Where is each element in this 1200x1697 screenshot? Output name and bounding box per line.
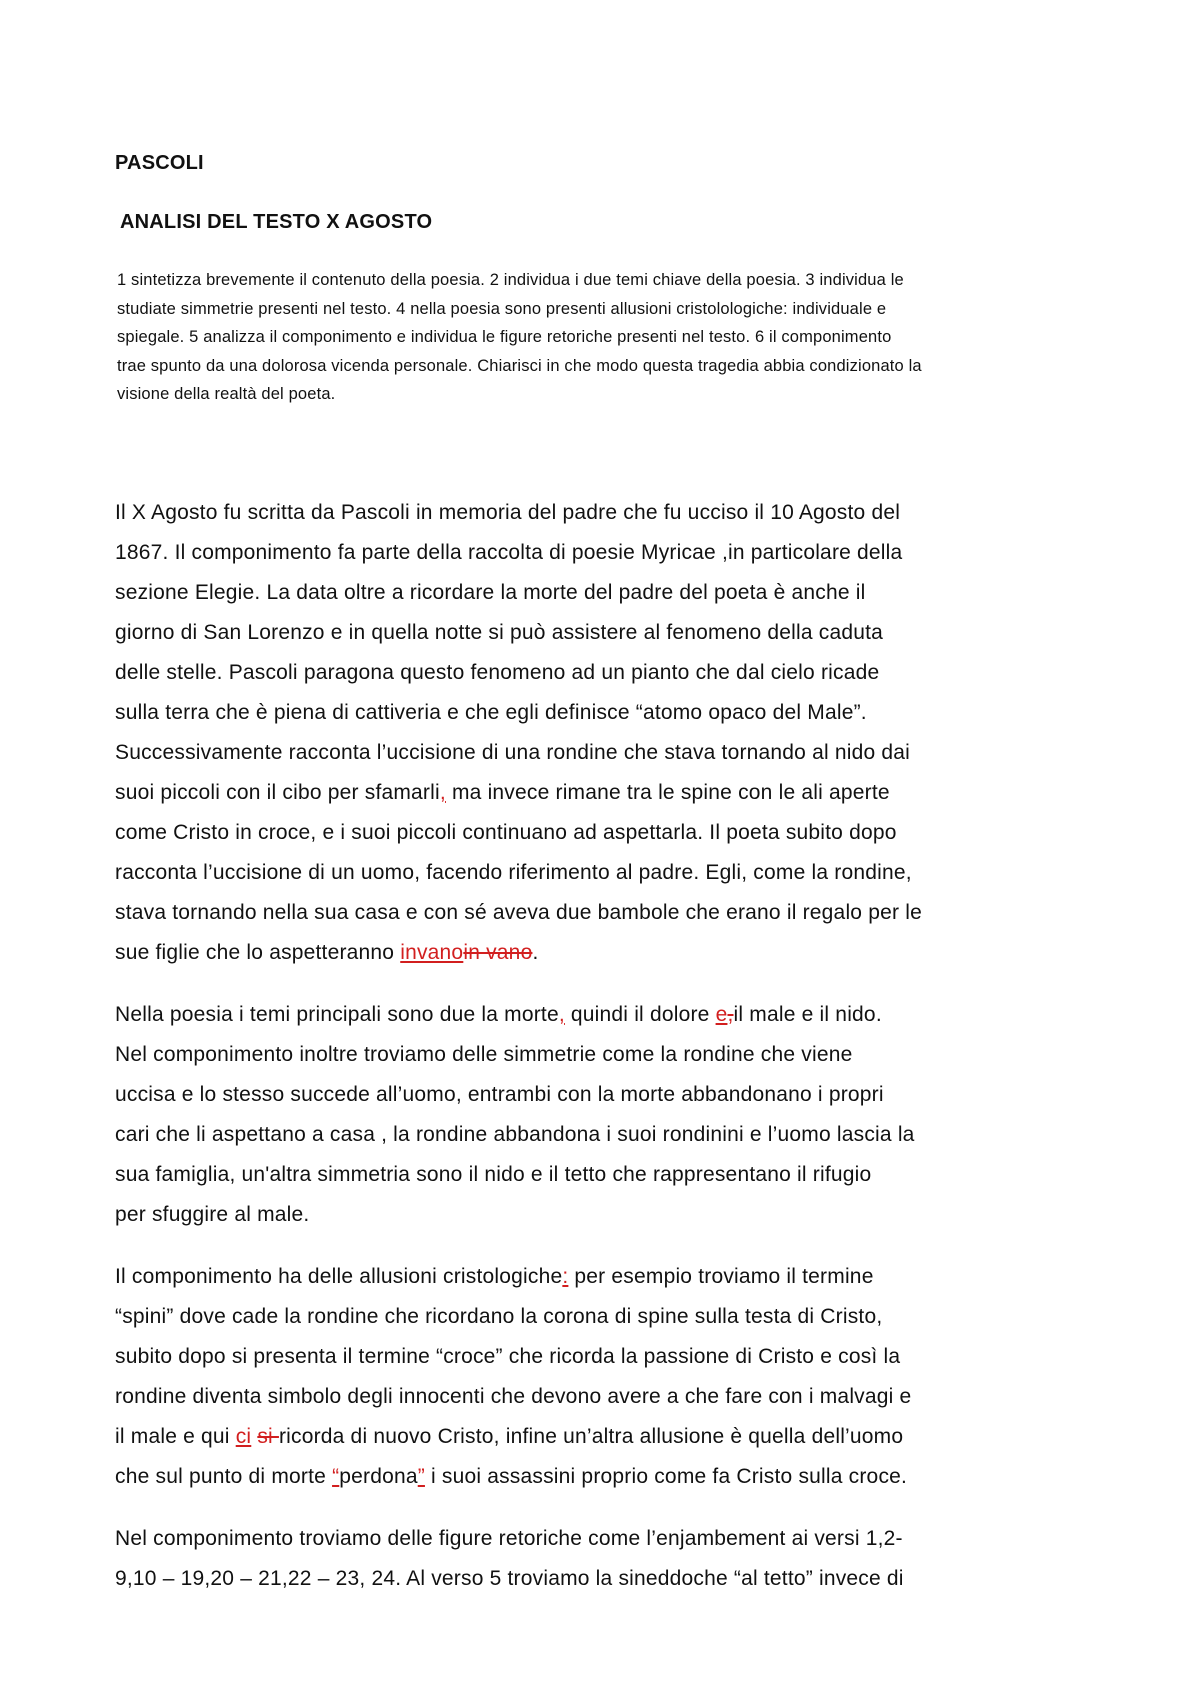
paragraph-4 xyxy=(115,1519,1100,1599)
inserted-revision: ci xyxy=(235,1425,252,1448)
paragraph-3 xyxy=(115,1257,1100,1497)
text-line: Nel componimento inoltre troviamo delle simmetrie come la rondine che viene xyxy=(115,1043,853,1066)
text-line: racconta l’uccisione di un uomo, facendo riferimento al padre. Egli, come la rondine, xyxy=(115,861,912,884)
inserted-revision: invano xyxy=(400,941,464,964)
text-segment: il male e il nido. xyxy=(733,1003,882,1026)
text-line: cari che li aspettano a casa , la rondine abbandona i suoi rondinini e l’uomo lascia la xyxy=(115,1123,915,1146)
text-line xyxy=(115,773,1100,813)
question-line: visione della realtà del poeta. xyxy=(117,385,336,404)
document-title: PASCOLI xyxy=(115,152,204,174)
text-line: Il X Agosto fu scritta da Pascoli in memoria del padre che fu ucciso il 10 Agosto del xyxy=(115,501,901,524)
paragraph-1 xyxy=(115,493,1100,973)
text-segment: che sul punto di morte xyxy=(115,1465,333,1488)
text-line: giorno di San Lorenzo e in quella notte si può assistere al fenomeno della caduta xyxy=(115,621,884,644)
text-line: Nel componimento troviamo delle figure retoriche come l’enjambement ai versi 1,2- xyxy=(115,1527,903,1550)
text-line xyxy=(115,1257,1100,1297)
text-line xyxy=(115,1417,1100,1457)
inserted-revision: , xyxy=(558,1003,565,1026)
text-line xyxy=(115,933,1100,973)
text-line: stava tornando nella sua casa e con sé aveva due bambole che erano il regalo per le xyxy=(115,901,922,924)
text-line: sezione Elegie. La data oltre a ricordare la morte del padre del poeta è anche il xyxy=(115,581,866,604)
questions-block xyxy=(117,266,1102,409)
text-line: come Cristo in croce, e i suoi piccoli continuano ad aspettarla. Il poeta subito dopo xyxy=(115,821,897,844)
text-line: subito dopo si presenta il termine “croce” che ricorda la passione di Cristo e così la xyxy=(115,1345,901,1368)
text-segment: Nella poesia i temi principali sono due la morte xyxy=(115,1003,559,1026)
text-segment: il male e qui xyxy=(115,1425,236,1448)
paragraph-2 xyxy=(115,995,1100,1235)
text-line: sua famiglia, un'altra simmetria sono il nido e il tetto che rappresentano il rifugio xyxy=(115,1163,872,1186)
document-subtitle: ANALISI DEL TESTO X AGOSTO xyxy=(120,211,433,233)
inserted-revision: : xyxy=(562,1265,569,1288)
inserted-revision: “ xyxy=(332,1465,340,1488)
text-line: uccisa e lo stesso succede all’uomo, entrambi con la morte abbandonano i propri xyxy=(115,1083,884,1106)
text-segment: suoi piccoli con il cibo per sfamarli xyxy=(115,781,440,804)
text-segment: quindi il dolore xyxy=(564,1003,716,1026)
text-line xyxy=(115,1457,1100,1497)
text-line: 9,10 – 19,20 – 21,22 – 23, 24. Al verso 5 troviamo la sineddoche “al tetto” invece di xyxy=(115,1567,904,1590)
deleted-revision: , xyxy=(727,1003,734,1026)
text-line: rondine diventa simbolo degli innocenti che devono avere a che fare con i malvagi e xyxy=(115,1385,912,1408)
text-line: Successivamente racconta l’uccisione di una rondine che stava tornando al nido dai xyxy=(115,741,911,764)
text-line: 1867. Il componimento fa parte della raccolta di poesie Myricae ,in particolare della xyxy=(115,541,903,564)
text-line: “spini” dove cade la rondine che ricordano la corona di spine sulla testa di Cristo, xyxy=(115,1305,883,1328)
text-line: sulla terra che è piena di cattiveria e che egli definisce “atomo opaco del Male”. xyxy=(115,701,867,724)
inserted-revision: ” xyxy=(417,1465,425,1488)
text-segment: sue figlie che lo aspetteranno xyxy=(115,941,401,964)
question-line: studiate simmetrie presenti nel testo. 4 nella poesia sono presenti allusioni cristolologiche: individuale e xyxy=(117,299,887,318)
text-line: per sfuggire al male. xyxy=(115,1203,310,1226)
text-segment: per esempio troviamo il termine xyxy=(568,1265,874,1288)
text-segment: perdona xyxy=(339,1465,418,1488)
text-segment: ma invece rimane tra le spine con le ali aperte xyxy=(445,781,890,804)
deleted-revision: si xyxy=(257,1425,279,1448)
question-line: 1 sintetizza brevemente il contenuto della poesia. 2 individua i due temi chiave della poesia. 3 individua le xyxy=(117,271,904,289)
text-line: delle stelle. Pascoli paragona questo fenomeno ad un pianto che dal cielo ricade xyxy=(115,661,880,684)
text-segment: Il componimento ha delle allusioni cristologiche xyxy=(115,1265,563,1288)
inserted-revision: e xyxy=(715,1003,728,1026)
text-segment: i suoi assassini proprio come fa Cristo sulla croce. xyxy=(424,1465,908,1488)
text-segment: ricorda di nuovo Cristo, infine un’altra allusione è quella dell’uomo xyxy=(278,1425,904,1448)
text-line xyxy=(115,995,1100,1035)
essay-body xyxy=(115,493,1100,1621)
question-line: spiegale. 5 analizza il componimento e individua le figure retoriche presenti nel testo. 6 il componimento xyxy=(117,328,892,347)
question-line: trae spunto da una dolorosa vicenda personale. Chiarisci in che modo questa tragedia abbia condizionato la xyxy=(117,356,922,375)
text-segment: . xyxy=(532,941,539,964)
deleted-revision: in vano xyxy=(463,941,533,964)
inserted-revision: , xyxy=(439,781,446,804)
